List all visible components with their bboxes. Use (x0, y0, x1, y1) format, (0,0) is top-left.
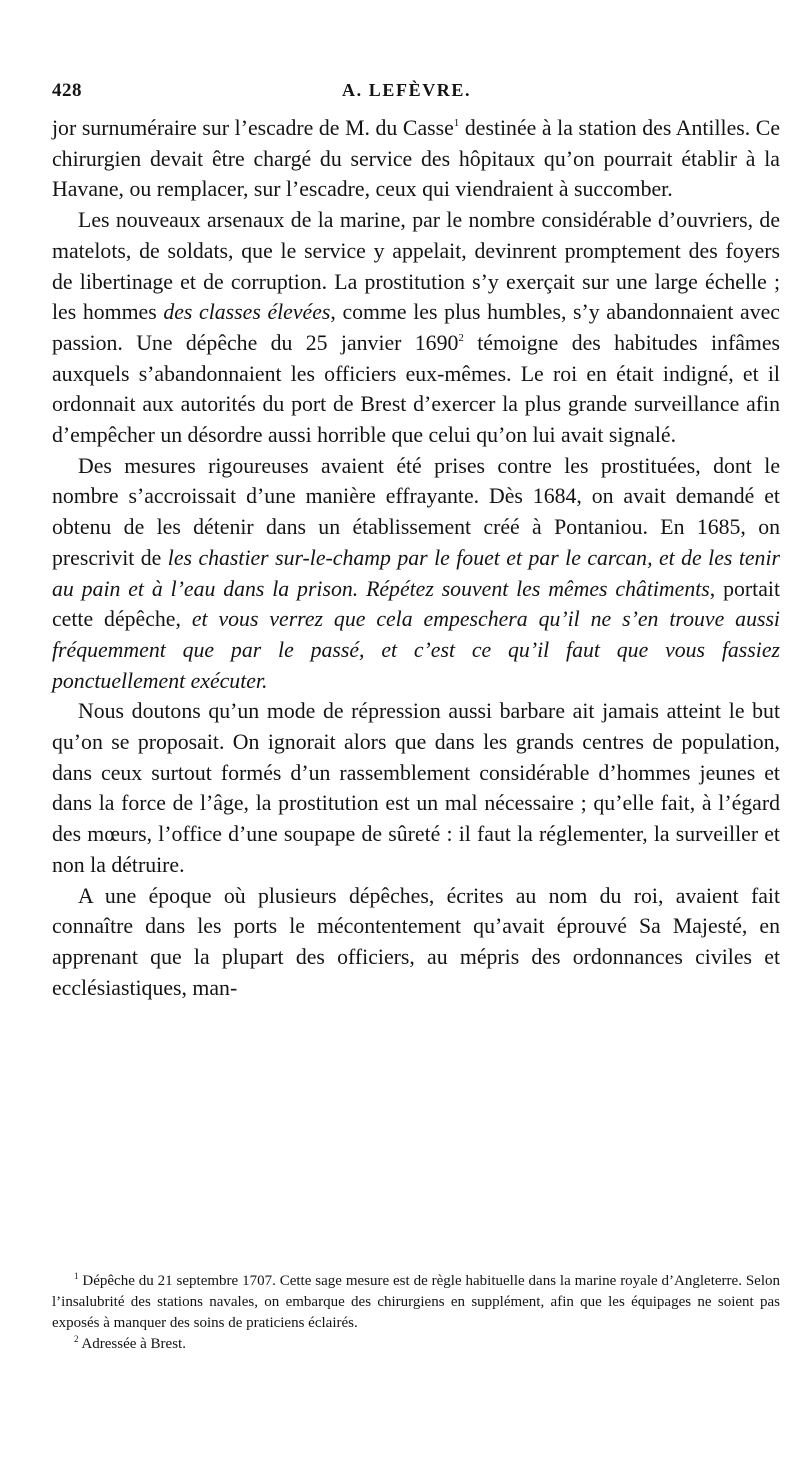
page-number: 428 (52, 80, 82, 101)
footnote-2-marker: 2 (74, 1334, 79, 1344)
paragraph-2-text-c: témoigne des habitudes infâmes auxquels s’abandonnaient les officiers eux-mêmes. Le roi en était indigné, et il ordonnait aux autorités du port de Brest d’exercer la plus grande surveillance afin d’empêcher un désordre aussi horrible que celui qu’on lui avait signalé. (52, 330, 780, 448)
paragraph-1 (52, 113, 780, 205)
paragraph-4: Nous doutons qu’un mode de répression aussi barbare ait jamais atteint le but qu’on se proposait. On ignorait alors que dans les grands centres de population, dans ceux surtout formés d’un rassemblement considérable d’hommes jeunes et dans la force de l’âge, la prostitution est un mal nécessaire ; qu’elle fait, à l’égard des mœurs, l’office d’une soupape de sûreté : il faut la réglementer, la surveiller et non la détruire. (52, 699, 780, 877)
paragraph-5: A une époque où plusieurs dépêches, écrites au nom du roi, avaient fait connaître dans les ports le mécontentement qu’avait éprouvé Sa Majesté, en apprenant que la plupart des officiers, au mépris des ordonnances civiles et ecclésiastiques, man- (52, 883, 780, 1000)
paragraph-2-italic: des classes élevées (163, 300, 331, 325)
footnote-ref-1: 1 (453, 117, 460, 129)
body-text (52, 113, 780, 1003)
paragraph-1-text-b: destinée à la station des Antilles. Ce chirurgien devait être chargé du service des hôpitaux qu’on pourrait établir à la Havane, ou remplacer, sur l’escadre, ceux qui viendraient à succomber. (52, 116, 780, 202)
paragraph-3 (52, 451, 780, 697)
paragraph-2 (52, 205, 780, 451)
paragraph-2-text-a: Les nouveaux arsenaux de la marine, par le nombre considérable d’ouvriers, de matelots, de soldats, que le service y appelait, devinrent promptement des foyers de libertinage et de corruption. La prostitution s’y exerçait sur une large échelle ; les hommes (52, 208, 780, 325)
footnote-1 (52, 1271, 780, 1334)
paragraph-1-text-a: jor surnuméraire sur l’escadre de M. du Casse (52, 116, 454, 140)
footnotes (52, 1271, 780, 1355)
paragraph-3-text-b: , portait cette dépêche, (52, 576, 780, 632)
footnote-2 (52, 1334, 780, 1355)
footnote-2-text: Adressée à Brest. (78, 1336, 186, 1352)
paragraph-3-italic-quote-1: les chastier sur-le-champ par le fouet et par le carcan, et de les tenir au pain et à l’eau dans la prison. Répétez souvent les mêmes châtiments (52, 545, 780, 601)
footnote-ref-2: 2 (458, 331, 464, 344)
footnote-1-marker: 1 (74, 1271, 79, 1281)
page-header (52, 80, 788, 110)
paragraph-3-italic-quote-2: et vous verrez que cela empeschera qu’il ne s’en trouve aussi fréquemment que par le passé, et c’est ce qu’il faut que vous fassiez ponctuellement exécuter. (52, 607, 780, 693)
paragraph-2-text-b: , comme les plus humbles, s’y abandonnaient avec passion. Une dépêche du 25 janvier 1690 (52, 300, 780, 355)
paragraph-3-text-a: Des mesures rigoureuses avaient été prises contre les prostituées, dont le nombre s’accroissait d’une manière effrayante. Dès 1684, on avait demandé et obtenu de les détenir dans un établissement créé à Pontaniou. En 1685, on prescrivit de (52, 453, 780, 570)
footnote-1-text: Dépêche du 21 septembre 1707. Cette sage mesure est de règle habituelle dans la marine royale d’Angleterre. Selon l’insalubrité des stations navales, on embarque des chirurgiens en supplément, afin que les équipages ne soient pas exposés à manquer des soins de praticiens éclairés. (52, 1273, 780, 1331)
running-head: A. LEFÈVRE. (342, 80, 472, 100)
